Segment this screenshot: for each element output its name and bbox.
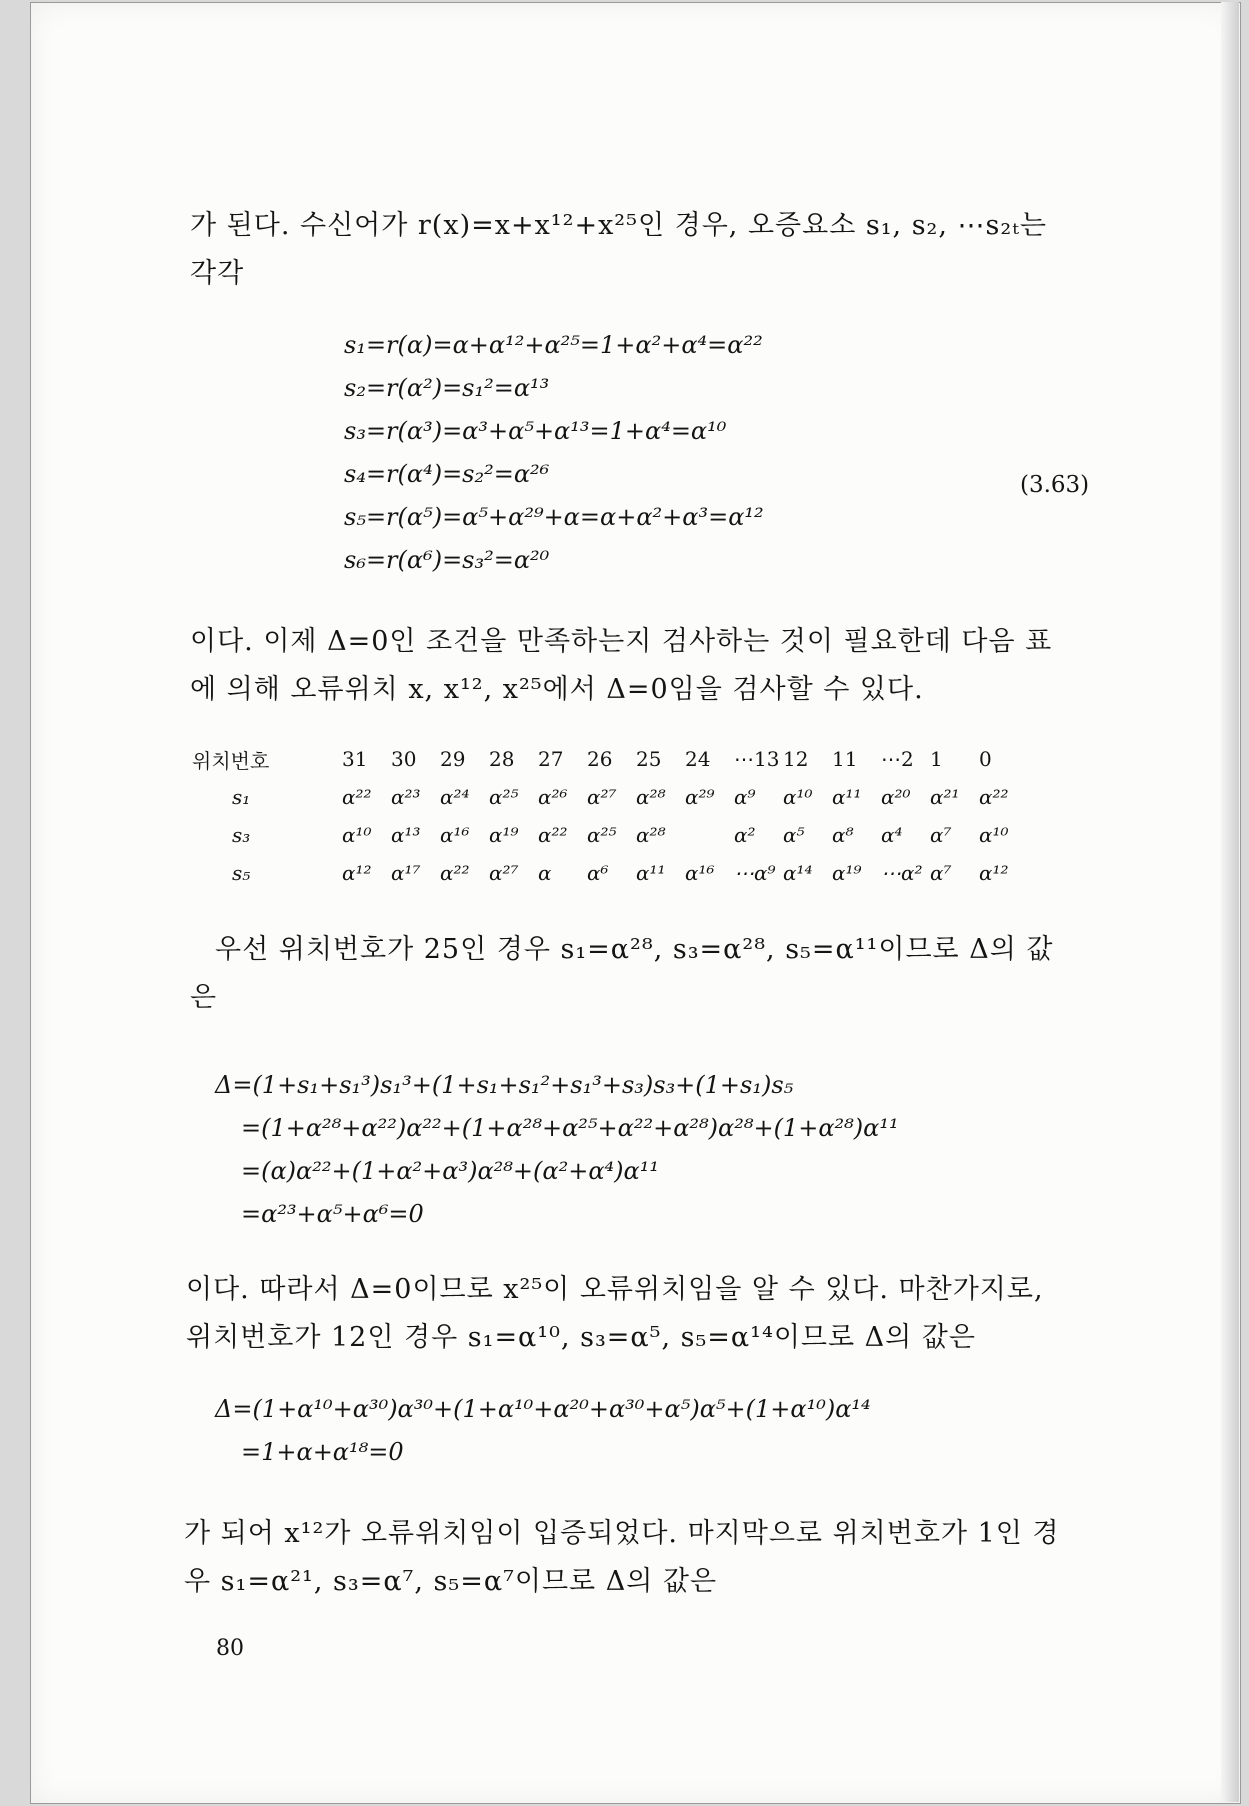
equation-line: =(α)α²²+(1+α²+α³)α²⁸+(α²+α⁴)α¹¹ [241,1157,659,1185]
table-row [192,778,1028,816]
table-cell: ⋯13 [734,747,780,771]
table-cell: α²² [342,785,372,809]
table-cell: 11 [832,747,858,771]
syndrome-table [192,740,1028,892]
table-cell: α¹³ [391,823,421,847]
table-cell: α¹² [342,861,372,885]
page-edge-shadow [1221,2,1239,1802]
table-cell: 26 [587,747,613,771]
table-cell: α⁷ [930,861,952,885]
page-number: 80 [216,1636,244,1661]
table-cell: 28 [489,747,515,771]
table-cell: α⁷ [930,823,952,847]
table-row-label: s₁ [232,785,251,809]
table-row-label: s₃ [232,823,251,847]
table-cell: ⋯α² [881,861,923,885]
table-cell: α²² [979,785,1009,809]
table-cell: ⋯2 [881,747,914,771]
table-row-label: s₅ [232,861,251,885]
table-header-row [192,740,1028,778]
equation-block-3 [215,1388,871,1474]
table-cell: 31 [342,747,368,771]
table-cell: 12 [783,747,809,771]
equation-line: s₄=r(α⁴)=s₂²=α²⁶ [344,460,550,488]
table-cell: 0 [979,747,992,771]
table-cell: α²⁷ [489,861,519,885]
para2-line-1: 이다. 이제 Δ=0인 조건을 만족하는지 검사하는 것이 필요한데 다음 표 [190,626,1053,657]
table-cell: α¹⁰ [342,823,372,847]
table-cell: α⁸ [832,823,854,847]
table-cell: 30 [391,747,417,771]
para3-line-1: 우선 위치번호가 25인 경우 s₁=α²⁸, s₃=α²⁸, s₅=α¹¹이므로 Δ의 값 [215,934,1054,965]
table-cell: α²¹ [930,785,960,809]
para5-line-1: 가 되어 x¹²가 오류위치임이 입증되었다. 마지막으로 위치번호가 1인 경 [184,1518,1060,1549]
equation-number: (3.63) [1020,472,1090,498]
equation-line: s₃=r(α³)=α³+α⁵+α¹³=1+α⁴=α¹⁰ [344,417,727,445]
table-cell: α²⁷ [587,785,617,809]
table-cell: 29 [440,747,466,771]
equation-line: s₂=r(α²)=s₁²=α¹³ [344,374,550,402]
table-cell: α²⁸ [636,823,666,847]
table-cell [685,816,734,854]
equation-line: =1+α+α¹⁸=0 [241,1438,404,1466]
equation-line: s₆=r(α⁶)=s₃²=α²⁰ [344,546,550,574]
intro-line-1: 가 된다. 수신어가 r(x)=x+x¹²+x²⁵인 경우, 오증요소 s₁, s₂, ⋯s₂ₜ는 [190,210,1047,241]
table-cell: α²⁰ [881,785,911,809]
table-cell: α²² [538,823,568,847]
equation-line: Δ=(1+s₁+s₁³)s₁³+(1+s₁+s₁²+s₁³+s₃)s₃+(1+s₁)s₅ [215,1071,794,1099]
table-cell: ⋯α⁹ [734,861,776,885]
table-cell: α¹¹ [636,861,666,885]
table-cell: α¹⁷ [391,861,421,885]
equation-block-1 [344,324,764,582]
table-cell: α²⁸ [636,785,666,809]
table-row [192,854,1028,892]
table-cell: α⁶ [587,861,609,885]
table-cell: α¹⁶ [685,861,715,885]
table-cell: α¹¹ [832,785,862,809]
equation-line: s₁=r(α)=α+α¹²+α²⁵=1+α²+α⁴=α²² [344,331,763,359]
table-cell: 27 [538,747,564,771]
para2-line-2: 에 의해 오류위치 x, x¹², x²⁵에서 Δ=0임을 검사할 수 있다. [190,674,924,705]
table-cell: α⁴ [881,823,903,847]
table-cell: α²³ [391,785,421,809]
table-cell: 25 [636,747,662,771]
table-cell: α¹⁴ [783,861,813,885]
para4-line-2: 위치번호가 12인 경우 s₁=α¹⁰, s₃=α⁵, s₅=α¹⁴이므로 Δ의 값은 [186,1322,976,1353]
equation-line: =(1+α²⁸+α²²)α²²+(1+α²⁸+α²⁵+α²²+α²⁸)α²⁸+(1+α²⁸)α¹¹ [241,1114,899,1142]
table-cell: α² [734,823,756,847]
table-cell: α¹² [979,861,1009,885]
table-cell: α¹⁰ [783,785,813,809]
table-cell: α⁹ [734,785,756,809]
equation-block-2 [215,1064,899,1236]
table-header-label: 위치번호 [192,748,270,773]
table-cell: α²⁵ [489,785,519,809]
intro-line-2: 각각 [190,258,245,289]
table-cell: α [538,861,552,885]
table-row [192,816,1028,854]
table-cell: α⁵ [783,823,805,847]
para4-line-1: 이다. 따라서 Δ=0이므로 x²⁵이 오류위치임을 알 수 있다. 마찬가지로, [186,1274,1044,1305]
para3-line-2: 은 [190,982,218,1013]
table-cell: 1 [930,747,943,771]
para5-line-2: 우 s₁=α²¹, s₃=α⁷, s₅=α⁷이므로 Δ의 값은 [184,1566,718,1597]
table-cell: α²⁵ [587,823,617,847]
table-cell: α¹⁶ [440,823,470,847]
table-cell: α²⁴ [440,785,470,809]
table-cell: α²⁹ [685,785,715,809]
equation-line: s₅=r(α⁵)=α⁵+α²⁹+α=α+α²+α³=α¹² [344,503,764,531]
table-cell: α¹⁰ [979,823,1009,847]
table-cell: α¹⁹ [832,861,862,885]
equation-line: =α²³+α⁵+α⁶=0 [241,1200,424,1228]
table-cell: α¹⁹ [489,823,519,847]
table-cell: α²² [440,861,470,885]
table-cell: α²⁶ [538,785,568,809]
equation-line: Δ=(1+α¹⁰+α³⁰)α³⁰+(1+α¹⁰+α²⁰+α³⁰+α⁵)α⁵+(1+α¹⁰)α¹⁴ [215,1395,871,1423]
table-cell: 24 [685,747,711,771]
